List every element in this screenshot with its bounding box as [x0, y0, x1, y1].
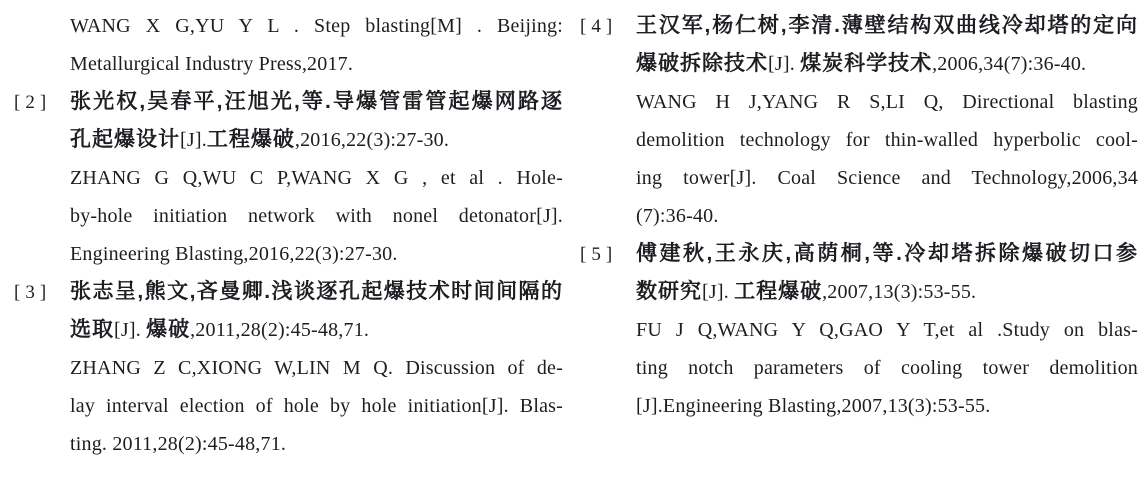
reference-line — [580, 159, 1138, 197]
latin-text-segment: Engineering Blasting,2016,22(3):27-30. — [70, 243, 398, 265]
reference-line — [14, 197, 563, 235]
reference-line-text — [636, 83, 1138, 123]
latin-text-segment: WANG H J,YANG R S,LI Q, Directional blasting — [636, 91, 1138, 113]
latin-text-segment: [J].Engineering Blasting,2007,13(3):53-55. — [636, 395, 991, 417]
chinese-text-segment: 王汉军,杨仁树,李清.薄壁结构双曲线冷却塔的定向 — [636, 14, 1138, 37]
reference-line — [580, 83, 1138, 121]
references-column-right — [580, 7, 1138, 425]
reference-number-label: [3] — [14, 282, 52, 303]
reference-line-text — [70, 7, 563, 47]
latin-text-segment: ZHANG Z C,XIONG W,LIN M Q. Discussion of de- — [70, 357, 563, 379]
latin-text-segment: ,2006,34(7):36-40. — [932, 53, 1087, 75]
reference-line-text — [636, 121, 1138, 161]
reference-line-text — [70, 387, 563, 427]
latin-text-segment: Metallurgical Industry Press,2017. — [70, 53, 354, 75]
reference-line — [14, 273, 563, 311]
latin-text-segment: [J]. — [114, 319, 147, 341]
reference-line-text — [70, 197, 563, 237]
reference-line-text — [70, 83, 563, 123]
reference-line-text — [636, 7, 1138, 47]
chinese-text-segment: 选取 — [70, 318, 114, 341]
reference-line — [14, 311, 563, 349]
reference-line — [14, 425, 563, 463]
latin-text-segment: ting. 2011,28(2):45-48,71. — [70, 433, 287, 455]
reference-line-text — [636, 273, 1138, 313]
latin-text-segment: [J]. — [180, 129, 207, 151]
latin-text-segment: by-hole initiation network with nonel detonator[J]. — [70, 205, 563, 227]
reference-line — [14, 121, 563, 159]
reference-line-text — [636, 197, 1138, 237]
reference-line — [14, 387, 563, 425]
reference-line — [580, 273, 1138, 311]
reference-line-text — [70, 273, 563, 313]
reference-line — [580, 311, 1138, 349]
reference-line — [14, 159, 563, 197]
reference-line-text — [636, 45, 1138, 85]
reference-line — [580, 349, 1138, 387]
latin-text-segment: ZHANG G Q,WU C P,WANG X G , et al . Hole- — [70, 167, 563, 189]
latin-text-segment: lay interval election of hole by hole initiation[J]. Blas- — [70, 395, 563, 417]
reference-line — [14, 45, 563, 83]
reference-line — [580, 197, 1138, 235]
latin-text-segment: WANG X G,YU Y L . Step blasting[M] . Beijing: — [70, 15, 563, 37]
reference-number-label: [5] — [580, 244, 618, 265]
latin-text-segment: (7):36-40. — [636, 205, 719, 227]
chinese-text-segment: 工程爆破 — [734, 280, 823, 303]
latin-text-segment: ting notch parameters of cooling tower demolition — [636, 357, 1138, 379]
latin-text-segment: ,2007,13(3):53-55. — [822, 281, 977, 303]
reference-number-label: [2] — [14, 92, 52, 113]
reference-line — [14, 349, 563, 387]
reference-line-text — [636, 387, 1138, 427]
reference-line-text — [636, 159, 1138, 199]
reference-line-text — [70, 349, 563, 389]
reference-line — [580, 121, 1138, 159]
latin-text-segment: [J]. — [702, 281, 735, 303]
chinese-text-segment: 工程爆破 — [206, 128, 295, 151]
chinese-text-segment: 煤炭科学技术 — [800, 52, 933, 75]
reference-line-text — [636, 235, 1138, 275]
latin-text-segment: FU J Q,WANG Y Q,GAO Y T,et al .Study on blas- — [636, 319, 1138, 341]
chinese-text-segment: 张志呈,熊文,吝曼卿.浅谈逐孔起爆技术时间间隔的 — [70, 280, 563, 303]
reference-line-text — [70, 425, 563, 465]
references-column-left — [14, 7, 563, 463]
reference-line — [14, 235, 563, 273]
chinese-text-segment: 爆破拆除技术 — [636, 52, 768, 75]
chinese-text-segment: 数研究 — [636, 280, 702, 303]
chinese-text-segment: 张光权,吴春平,汪旭光,等.导爆管雷管起爆网路逐 — [70, 90, 563, 113]
reference-line-text — [70, 159, 563, 199]
chinese-text-segment: 傅建秋,王永庆,高荫桐,等.冷却塔拆除爆破切口参 — [636, 242, 1138, 265]
latin-text-segment: ,2016,22(3):27-30. — [294, 129, 450, 151]
chinese-text-segment: 孔起爆设计 — [70, 128, 180, 151]
reference-line — [580, 387, 1138, 425]
reference-line-text — [70, 311, 563, 351]
reference-line-text — [70, 45, 563, 85]
reference-number-label: [4] — [580, 16, 618, 37]
latin-text-segment: [J]. — [768, 53, 801, 75]
latin-text-segment: ing tower[J]. Coal Science and Technology,2006,34 — [636, 167, 1138, 189]
reference-line — [580, 235, 1138, 273]
reference-line — [580, 45, 1138, 83]
reference-line — [580, 7, 1138, 45]
reference-line-text — [70, 121, 563, 161]
latin-text-segment: demolition technology for thin-walled hyperbolic cool- — [636, 129, 1138, 151]
reference-line — [14, 83, 563, 121]
chinese-text-segment: 爆破 — [146, 318, 191, 341]
reference-line-text — [636, 311, 1138, 351]
reference-line — [14, 7, 563, 45]
latin-text-segment: ,2011,28(2):45-48,71. — [190, 319, 370, 341]
reference-line-text — [636, 349, 1138, 389]
reference-line-text — [70, 235, 563, 275]
